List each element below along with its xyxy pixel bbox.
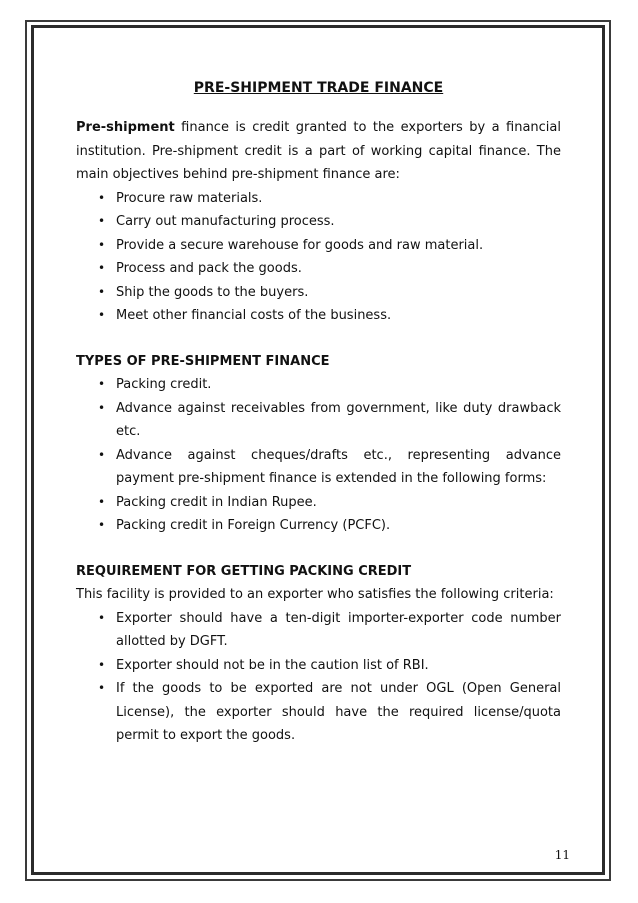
list-item: • Advance against cheques/drafts etc., representing advance payment pre-shipment finance is extended in the following forms: (76, 444, 561, 491)
bullet-icon: • (98, 657, 106, 672)
types-heading: TYPES OF PRE-SHIPMENT FINANCE (76, 353, 330, 369)
bullet-icon: • (98, 681, 106, 695)
list-item: • Meet other financial costs of the business. (76, 304, 561, 328)
list-item: • Packing credit in Indian Rupee. (76, 491, 561, 515)
list-item: • Process and pack the goods. (76, 257, 561, 281)
requirement-list (76, 607, 561, 748)
bullet-icon: • (98, 308, 106, 322)
bullet-icon: • (98, 447, 106, 462)
bullet-icon: • (98, 610, 106, 625)
list-item: • Packing credit. (76, 373, 561, 397)
list-item: • Provide a secure warehouse for goods and raw material. (76, 234, 561, 258)
bullet-icon: • (98, 377, 106, 391)
bullet-icon: • (98, 261, 106, 275)
bullet-icon: • (98, 214, 106, 228)
bullet-icon: • (98, 400, 106, 415)
bullet-icon: • (98, 518, 106, 532)
requirement-heading: REQUIREMENT FOR GETTING PACKING CREDIT (76, 563, 412, 579)
intro-lead: Pre-shipment (76, 120, 175, 135)
objectives-list (76, 187, 561, 328)
list-item: • Exporter should have a ten-digit importer-exporter code number allotted by DGFT. (76, 607, 561, 654)
document-body (76, 75, 561, 748)
requirement-intro: This facility is provided to an exporter who satisfies the following criteria: (76, 587, 554, 602)
page-title: PRE-SHIPMENT TRADE FINANCE (193, 80, 444, 96)
list-item: • Carry out manufacturing process. (76, 210, 561, 234)
types-list (76, 373, 561, 538)
page-number: 11 (554, 848, 570, 862)
intro-text: finance is credit granted to the exporters by a financial institution. Pre-shipment credit is a part of working capital finance. The main objectives behind pre-shipment finance are: (76, 120, 561, 182)
list-item: • Procure raw materials. (76, 187, 561, 211)
bullet-icon: • (98, 284, 106, 299)
intro-paragraph (76, 116, 561, 187)
list-item: • Exporter should not be in the caution list of RBI. (76, 654, 561, 678)
list-item: • Packing credit in Foreign Currency (PCFC). (76, 514, 561, 538)
list-item: • Advance against receivables from government, like duty drawback etc. (76, 397, 561, 444)
list-item: • Ship the goods to the buyers. (76, 281, 561, 305)
bullet-icon: • (98, 494, 106, 509)
bullet-icon: • (98, 190, 106, 205)
list-item: • If the goods to be exported are not under OGL (Open General License), the exporter should have the required license/quota permit to export the goods. (76, 677, 561, 748)
bullet-icon: • (98, 237, 106, 252)
